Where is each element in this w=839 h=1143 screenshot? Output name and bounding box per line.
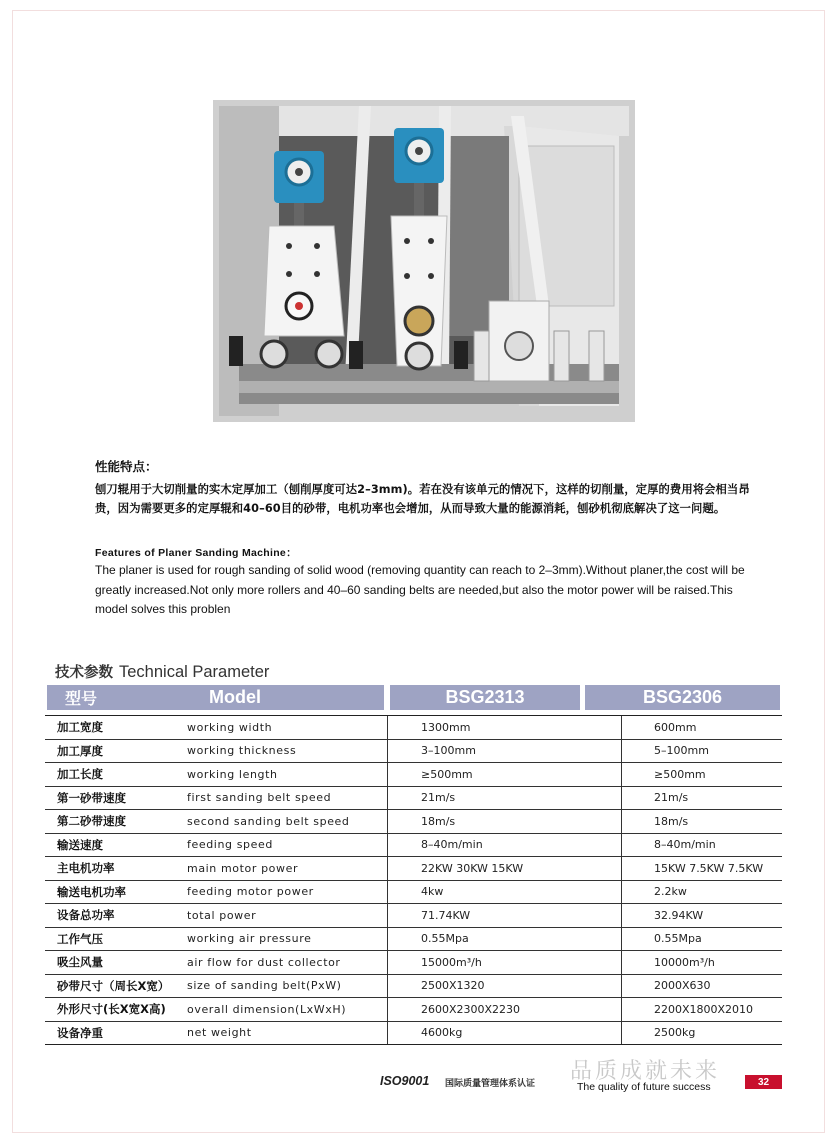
param-name-en: feeding motor power [187,880,388,904]
value-model1: 2600X2300X2230 [388,998,622,1022]
sanding-machine-illustration [219,106,629,416]
parameter-table [45,715,782,1045]
machine-photo [213,100,635,422]
param-heading-en: Technical Parameter [119,663,270,681]
param-name-en: air flow for dust collector [187,951,388,975]
param-name-en: size of sanding belt(PxW) [187,974,388,998]
slogan-cn: 品质成就未来 [570,1059,721,1084]
iso-caption: 国际质量管理体系认证 [445,1079,536,1089]
value-model2: 15KW 7.5KW 7.5KW [622,857,783,881]
param-name-en: feeding speed [187,833,388,857]
param-name-en: main motor power [187,857,388,881]
value-model2: 0.55Mpa [622,927,783,951]
table-row [45,763,782,787]
param-name-cn: 设备总功率 [45,904,187,928]
header-label-en: Model [209,687,261,707]
value-model2: 600mm [622,716,783,740]
features-body-cn: 刨刀辊用于大切削量的实木定厚加工（刨削厚度可达2–3mm)。若在没有该单元的情况下，这样的切削量，定厚的费用将会相当昂贵，因为需要更多的定厚辊和40–60目的砂带，电机功率也会增加，从而导致大量的能源消耗，刨砂机彻底解决了这一问题。 [95,483,750,515]
value-model2: 18m/s [622,810,783,834]
table-row [45,974,782,998]
param-name-cn: 工作气压 [45,927,187,951]
value-model1: 18m/s [388,810,622,834]
value-model1: 4600kg [388,1021,622,1045]
table-header-model [47,685,384,710]
param-name-cn: 第二砂带速度 [45,810,187,834]
value-model2: 8–40m/min [622,833,783,857]
value-model2: ≥500mm [622,763,783,787]
param-name-cn: 加工长度 [45,763,187,787]
iso-mark: ISO9001 [380,1074,430,1088]
value-model2: 21m/s [622,786,783,810]
table-row [45,833,782,857]
value-model1: 2500X1320 [388,974,622,998]
table-row [45,1021,782,1045]
value-model1: 15000m³/h [388,951,622,975]
table-row [45,739,782,763]
table-header-model1: BSG2313 [390,685,580,710]
features-title-cn: 性能特点： [95,459,158,474]
param-name-cn: 砂带尺寸（周长X宽） [45,974,187,998]
param-name-cn: 加工宽度 [45,716,187,740]
value-model1: 1300mm [388,716,622,740]
value-model2: 32.94KW [622,904,783,928]
param-name-en: working length [187,763,388,787]
param-name-cn: 输送速度 [45,833,187,857]
param-name-cn: 主电机功率 [45,857,187,881]
page-number: 32 [745,1075,782,1089]
param-name-en: working air pressure [187,927,388,951]
param-heading [55,661,269,682]
param-name-en: working width [187,716,388,740]
slogan-en: The quality of future success [577,1081,711,1093]
table-header-model2: BSG2306 [585,685,780,710]
table-row [45,716,782,740]
value-model2: 10000m³/h [622,951,783,975]
value-model1: ≥500mm [388,763,622,787]
param-name-en: second sanding belt speed [187,810,388,834]
param-name-cn: 设备净重 [45,1021,187,1045]
value-model2: 2000X630 [622,974,783,998]
value-model2: 2.2kw [622,880,783,904]
table-row [45,786,782,810]
param-heading-cn: 技术参数 [55,665,113,681]
param-name-cn: 吸尘风量 [45,951,187,975]
param-name-cn: 输送电机功率 [45,880,187,904]
param-name-cn: 加工厚度 [45,739,187,763]
features-title-en: Features of Planer Sanding Machine： [95,547,297,559]
value-model1: 3–100mm [388,739,622,763]
value-model2: 2500kg [622,1021,783,1045]
value-model1: 22KW 30KW 15KW [388,857,622,881]
table-row [45,857,782,881]
table-row [45,880,782,904]
value-model2: 5–100mm [622,739,783,763]
table-row [45,998,782,1022]
param-name-en: working thickness [187,739,388,763]
value-model1: 4kw [388,880,622,904]
value-model1: 8–40m/min [388,833,622,857]
value-model2: 2200X1800X2010 [622,998,783,1022]
table-row [45,927,782,951]
value-model1: 0.55Mpa [388,927,622,951]
param-name-en: total power [187,904,388,928]
table-row [45,810,782,834]
value-model1: 21m/s [388,786,622,810]
param-name-en: overall dimension(LxWxH) [187,998,388,1022]
param-name-en: net weight [187,1021,388,1045]
header-label-cn: 型号 [65,689,98,708]
value-model1: 71.74KW [388,904,622,928]
param-name-cn: 外形尺寸(长X宽X高) [45,998,187,1022]
table-row [45,951,782,975]
param-name-en: first sanding belt speed [187,786,388,810]
param-name-cn: 第一砂带速度 [45,786,187,810]
features-body-en: The planer is used for rough sanding of solid wood (removing quantity can reach to 2–3mm).Without planer,the cost will be greatly increased.Not only more rollers and 40–60 sanding belts are needed,but also the motor power will be raised.This model solves this problen [95,563,745,616]
table-row [45,904,782,928]
